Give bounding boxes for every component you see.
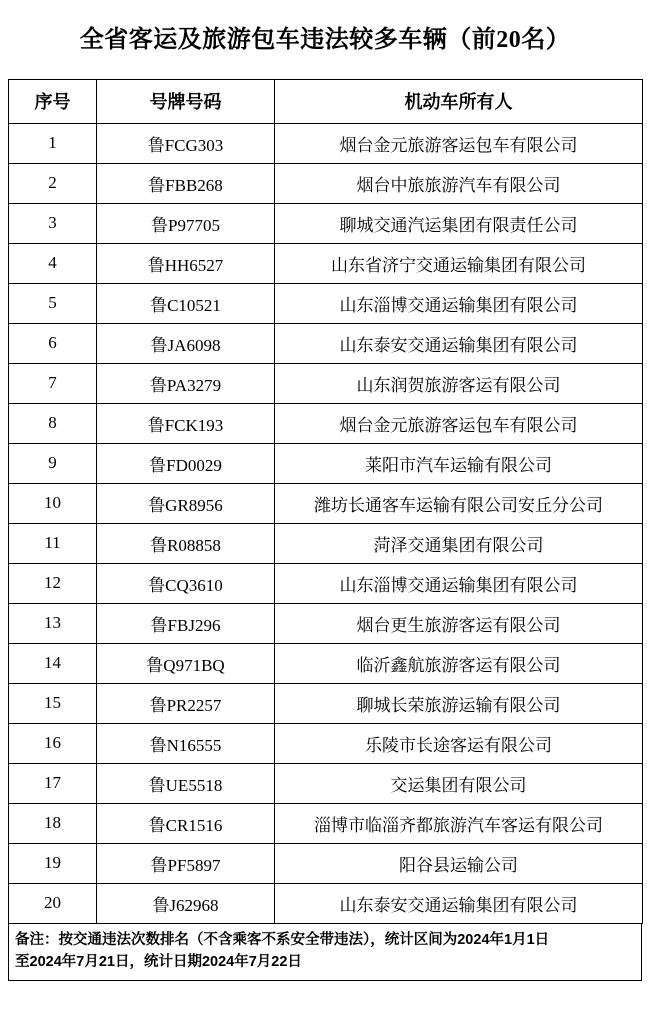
cell-owner: 菏泽交通集团有限公司 — [275, 523, 643, 563]
table-row — [9, 403, 643, 443]
page-title: 全省客运及旅游包车违法较多车辆（前20名） — [79, 27, 571, 53]
table-row — [9, 563, 643, 603]
cell-plate: 鲁J62968 — [97, 883, 275, 923]
cell-index: 2 — [9, 163, 97, 203]
table-row — [9, 163, 643, 203]
note-line-1: 备注：按交通违法次数排名（不含乘客不系安全带违法），统计区间为2024年1月1日 — [15, 931, 550, 948]
table-row — [9, 883, 643, 923]
table-row — [9, 643, 643, 683]
cell-owner: 聊城长荣旅游运输有限公司 — [275, 683, 643, 723]
cell-owner: 山东淄博交通运输集团有限公司 — [275, 283, 643, 323]
cell-index: 4 — [9, 243, 97, 283]
cell-index: 8 — [9, 403, 97, 443]
column-header-plate: 号牌号码 — [97, 79, 275, 123]
cell-owner: 烟台金元旅游客运包车有限公司 — [275, 403, 643, 443]
table-body — [9, 123, 643, 923]
table-row — [9, 243, 643, 283]
cell-plate: 鲁P97705 — [97, 203, 275, 243]
cell-index: 15 — [9, 683, 97, 723]
cell-plate: 鲁CQ3610 — [97, 563, 275, 603]
cell-index: 1 — [9, 123, 97, 163]
cell-index: 16 — [9, 723, 97, 763]
cell-owner: 烟台中旅旅游汽车有限公司 — [275, 163, 643, 203]
cell-index: 18 — [9, 803, 97, 843]
cell-plate: 鲁FBJ296 — [97, 603, 275, 643]
cell-index: 6 — [9, 323, 97, 363]
cell-index: 11 — [9, 523, 97, 563]
cell-owner: 聊城交通汽运集团有限责任公司 — [275, 203, 643, 243]
cell-plate: 鲁N16555 — [97, 723, 275, 763]
cell-index: 12 — [9, 563, 97, 603]
table-row — [9, 523, 643, 563]
cell-plate: 鲁PF5897 — [97, 843, 275, 883]
cell-owner: 烟台金元旅游客运包车有限公司 — [275, 123, 643, 163]
cell-owner: 山东泰安交通运输集团有限公司 — [275, 883, 643, 923]
cell-index: 20 — [9, 883, 97, 923]
cell-owner: 莱阳市汽车运输有限公司 — [275, 443, 643, 483]
cell-owner: 山东省济宁交通运输集团有限公司 — [275, 243, 643, 283]
cell-index: 17 — [9, 763, 97, 803]
cell-index: 7 — [9, 363, 97, 403]
cell-index: 3 — [9, 203, 97, 243]
cell-plate: 鲁R08858 — [97, 523, 275, 563]
cell-owner: 烟台更生旅游客运有限公司 — [275, 603, 643, 643]
table-row — [9, 203, 643, 243]
table-row — [9, 283, 643, 323]
table-row — [9, 803, 643, 843]
cell-plate: 鲁C10521 — [97, 283, 275, 323]
table-note — [8, 924, 642, 981]
cell-index: 19 — [9, 843, 97, 883]
cell-owner: 山东润贺旅游客运有限公司 — [275, 363, 643, 403]
cell-owner: 阳谷县运输公司 — [275, 843, 643, 883]
cell-index: 9 — [9, 443, 97, 483]
note-line-2: 至2024年7月21日，统计日期2024年7月22日 — [15, 954, 302, 971]
table-row — [9, 323, 643, 363]
cell-index: 14 — [9, 643, 97, 683]
cell-index: 5 — [9, 283, 97, 323]
cell-owner: 交运集团有限公司 — [275, 763, 643, 803]
table-row — [9, 683, 643, 723]
cell-plate: 鲁GR8956 — [97, 483, 275, 523]
cell-index: 10 — [9, 483, 97, 523]
cell-plate: 鲁JA6098 — [97, 323, 275, 363]
table-row — [9, 483, 643, 523]
cell-index: 13 — [9, 603, 97, 643]
table-row — [9, 763, 643, 803]
column-header-owner: 机动车所有人 — [275, 79, 643, 123]
cell-plate: 鲁HH6527 — [97, 243, 275, 283]
table-row — [9, 443, 643, 483]
cell-owner: 山东淄博交通运输集团有限公司 — [275, 563, 643, 603]
table-row — [9, 603, 643, 643]
table-header-row — [9, 79, 643, 123]
cell-owner: 乐陵市长途客运有限公司 — [275, 723, 643, 763]
table-row — [9, 723, 643, 763]
cell-owner: 山东泰安交通运输集团有限公司 — [275, 323, 643, 363]
cell-plate: 鲁CR1516 — [97, 803, 275, 843]
table-row — [9, 123, 643, 163]
cell-plate: 鲁UE5518 — [97, 763, 275, 803]
violations-table — [8, 79, 643, 924]
cell-owner: 临沂鑫航旅游客运有限公司 — [275, 643, 643, 683]
cell-plate: 鲁FCG303 — [97, 123, 275, 163]
cell-plate: 鲁FBB268 — [97, 163, 275, 203]
table-row — [9, 363, 643, 403]
column-header-index: 序号 — [9, 79, 97, 123]
cell-plate: 鲁PR2257 — [97, 683, 275, 723]
cell-owner: 潍坊长通客车运输有限公司安丘分公司 — [275, 483, 643, 523]
table-row — [9, 843, 643, 883]
cell-plate: 鲁PA3279 — [97, 363, 275, 403]
cell-owner: 淄博市临淄齐都旅游汽车客运有限公司 — [275, 803, 643, 843]
cell-plate: 鲁FCK193 — [97, 403, 275, 443]
cell-plate: 鲁FD0029 — [97, 443, 275, 483]
cell-plate: 鲁Q971BQ — [97, 643, 275, 683]
